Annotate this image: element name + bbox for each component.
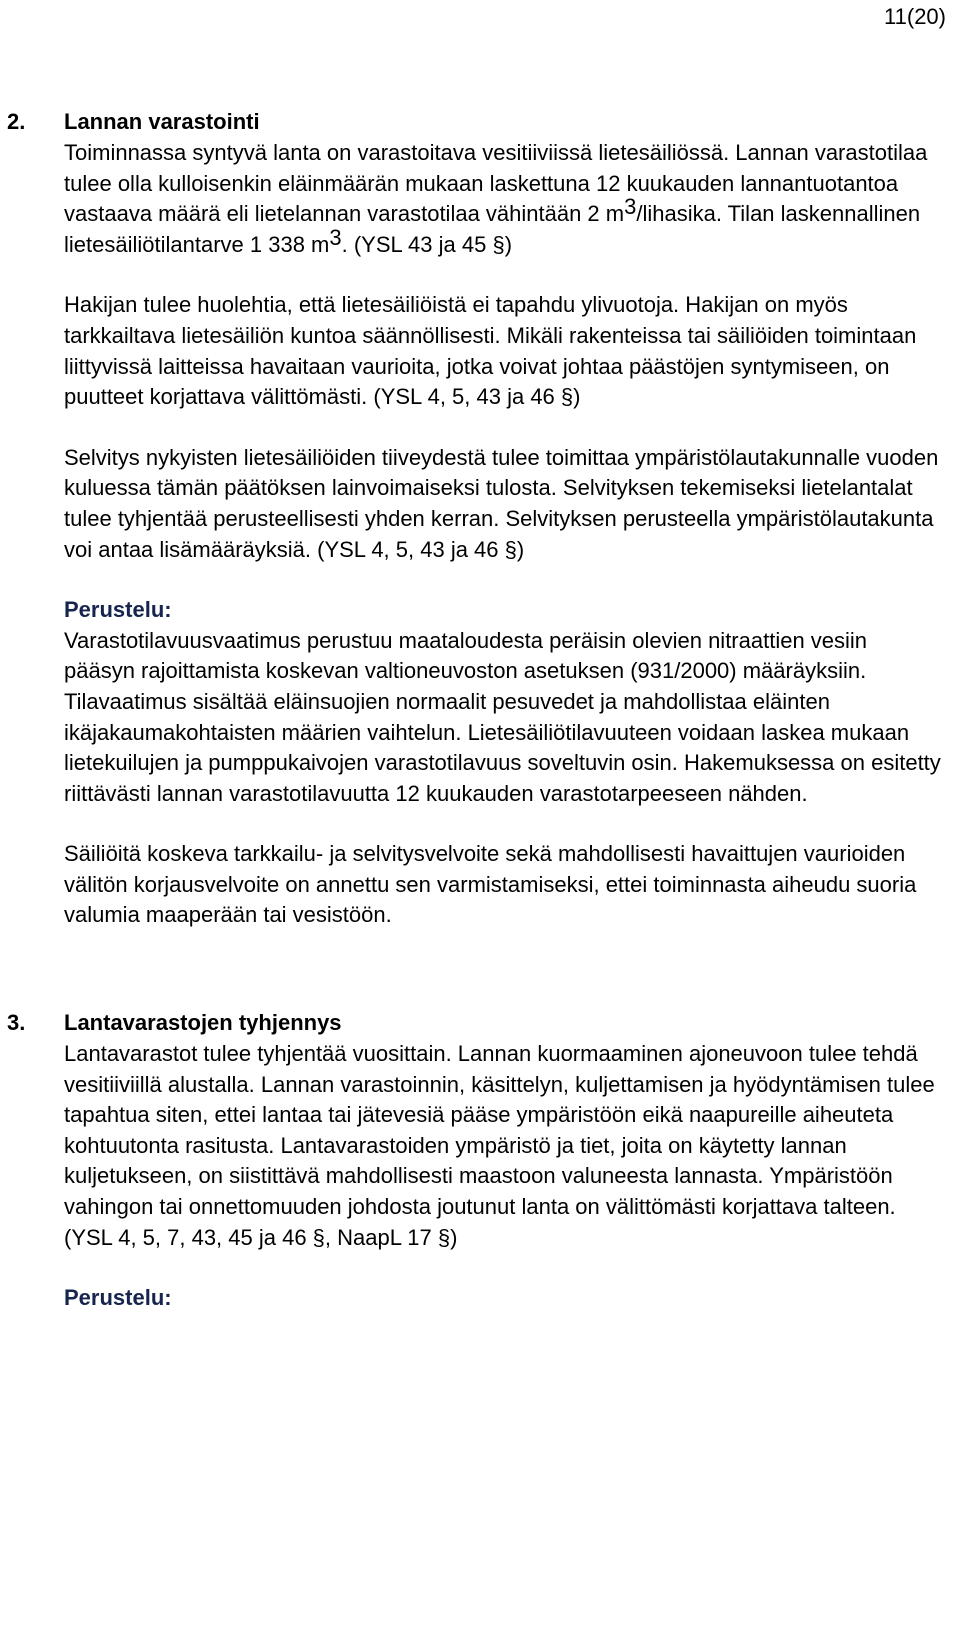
paragraph-gap: [0, 809, 960, 839]
superscript: 3: [624, 194, 637, 220]
section-number: 2.: [7, 109, 26, 134]
paragraph-text: . (YSL 43 ja 45 §): [341, 231, 513, 257]
paragraph-text: /lihasika. Tilan laskennallinen lietesäiliötilantarve 1 338 m: [64, 201, 921, 257]
paragraph-monitoring-obligation: Säiliöitä koskeva tarkkailu- ja selvitysvelvoite sekä mahdollisesti havaittujen vaurioiden välitön korjausvelvoite on annettu sen varmistamiseksi, ettei toiminnasta aiheudu suoria valumia maaperään tai vesistöön.: [64, 841, 917, 928]
paragraph-emptying: Lantavarastot tulee tyhjentää vuosittain. Lannan kuormaaminen ajoneuvoon tulee tehdä vesitiiviillä alustalla. Lannan varastoinnin, käsittelyn, kuljettamisen ja hyödyntämisen tulee tapahtua siten, ettei lantaa tai jätevesiä pääse ympäristöön eikä naapureille aiheuteta kohtuutonta rasitusta. Lantavarastoiden ympäristö ja tiet, joita on käytetty lannan kuljetukseen, on siistittävä mahdollisesti maastoon valuneesta lannasta. Ympäristöön vahingon tai onnettomuuden johdosta joutunut lanta on välittömästi korjattava talteen. (YSL 4, 5, 7, 43, 45 ja 46 §, NaapL 17 §): [64, 1041, 935, 1250]
perustelu-heading: Perustelu:: [64, 597, 172, 623]
page-number: 11(20): [884, 4, 946, 29]
paragraph-text: Toiminnassa syntyvä lanta on varastoitava vesitiiviissä lietesäiliössä. Lannan varastotilaa tulee olla kulloisenkin eläinmäärän mukaan laskettuna 12 kuukauden lannantuotantoa vastaava määrä eli lietelannan varastotilaa vähintään 2 m: [64, 140, 928, 227]
document-body: [0, 106, 960, 1314]
paragraph-gap: [0, 565, 960, 595]
section-number: 3.: [7, 1010, 26, 1036]
paragraph-gap: [0, 260, 960, 290]
paragraph-tightness-report: Selvitys nykyisten lietesäiliöiden tiiveydestä tulee toimittaa ympäristölautakunnalle vuoden kuluessa tämän päätöksen lainvoimaiseksi tulosta. Selvityksen tekemiseksi lietelantalat tulee tyhjentää perusteellisesti yhden kerran. Selvityksen perusteella ympäristölautakunta voi antaa lisämääräyksiä. (YSL 4, 5, 43 ja 46 §): [64, 444, 939, 562]
paragraph-storage-requirement: [64, 138, 944, 260]
superscript: 3: [329, 224, 342, 250]
section-heading-2: [0, 106, 960, 138]
section-title: Lantavarastojen tyhjennys: [64, 1010, 342, 1036]
paragraph-justification: Varastotilavuusvaatimus perustuu maataloudesta peräisin olevien nitraattien vesiin pääsyn rajoittamista koskevan valtioneuvoston asetuksen (931/2000) määräyksiin. Tilavaatimus sisältää eläinsuojien normaalit pesuvedet ja mahdollistaa eläinten ikäjakaumakohtaisten määrien vaihtelun. Lietesäiliötilavuuteen voidaan laskea mukaan lietekuilujen ja pumppukaivojen varastotilavuus soveltuvin osin. Hakemuksessa on esitetty riittävästi lannan varastotilavuutta 12 kuukauden varastotarpeeseen nähden.: [64, 627, 941, 806]
section-3: [0, 1007, 960, 1314]
section-title: Lannan varastointi: [64, 109, 260, 134]
section-heading-3: [0, 1007, 960, 1039]
paragraph-overflow-monitoring: Hakijan tulee huolehtia, että lietesäiliöistä ei tapahdu ylivuotoja. Hakijan on myös tarkkailtava lietesäiliön kuntoa säännöllisesti. Mikäli rakenteissa tai säiliöiden toimintaan liittyvissä laitteissa havaitaan vaurioita, jotka voivat johtaa päästöjen syntymiseen, on puutteet korjattava välittömästi. (YSL 4, 5, 43 ja 46 §): [64, 292, 917, 410]
perustelu-heading: Perustelu:: [64, 1285, 172, 1311]
paragraph-gap: [0, 413, 960, 443]
